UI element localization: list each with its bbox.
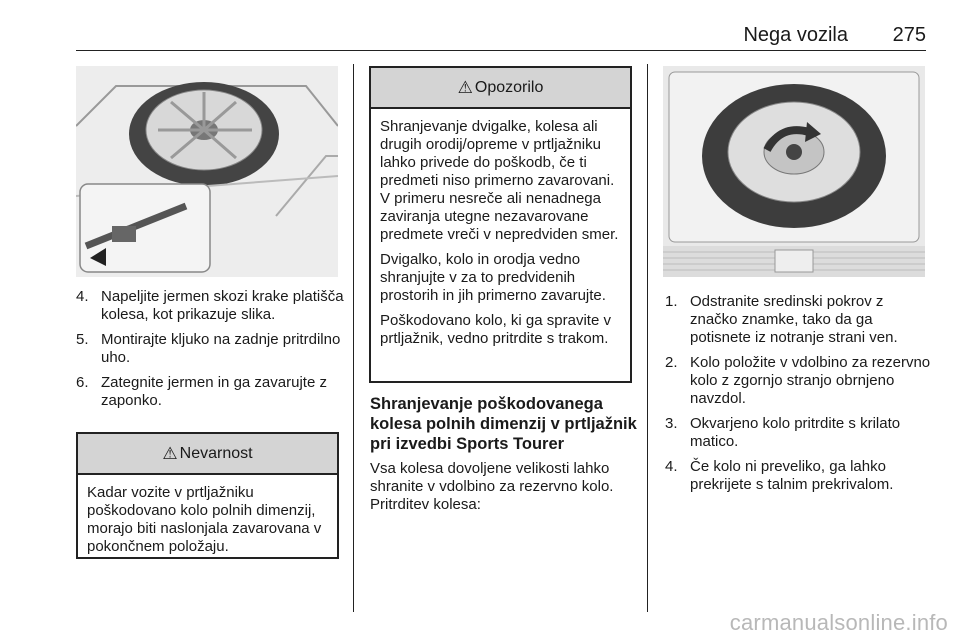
list-item: 4. Napeljite jermen skozi krake platišča kolesa, kot prikazuje slika. — [76, 288, 344, 323]
chapter-title: Nega vozila — [743, 24, 848, 46]
spare-wheel-well-illustration — [663, 66, 925, 277]
warning-box-header: ⚠ Opozorilo — [371, 68, 630, 109]
list-item: 5. Montirajte kljuko na zadnje pritrdilno uho. — [76, 331, 341, 366]
page-number: 275 — [892, 24, 926, 46]
warning-triangle-icon: ⚠ — [457, 77, 473, 97]
warning-triangle-icon: ⚠ — [162, 443, 178, 463]
section-paragraph: Vsa kolesa dovoljene velikosti lahko shranite v vdolbino za rezervno kolo. Pritrditev kolesa: — [370, 460, 614, 513]
watermark: carmanualsonline.info — [729, 610, 948, 635]
section-heading: Shranjevanje poškodovanega kolesa polnih dimenzij v prtljažnik pri izvedbi Sports Tourer — [370, 395, 637, 453]
steps-list-col1 — [76, 288, 346, 417]
danger-box — [76, 432, 339, 559]
danger-box-text: Kadar vozite v prtljažniku poškodovano kolo polnih dimenzij, morajo biti naslonjala zavarovana v pokončnem položaju. — [87, 484, 322, 555]
danger-box-header: ⚠ Nevarnost — [78, 434, 337, 475]
column-divider — [647, 64, 648, 612]
list-item: 4. Če kolo ni preveliko, ga lahko prekrijete s talnim prekrivalom. — [665, 458, 894, 493]
column-divider — [353, 64, 354, 612]
list-item: 3. Okvarjeno kolo pritrdite s krilato matico. — [665, 415, 901, 450]
warning-box-text: Shranjevanje dvigalke, kolesa ali drugih orodij/opreme v prtljažniku lahko privede do poškodb, če ti predmeti niso primerno zavarovani. V primeru nesreče ali nenadnega zaviranja utegne nezavarovane predmete vreči v nepredviden smer. Dvigalko, kolo in orodja vedno shranjujte v za to predvidenih prostorih in jih primerno zavarujte. Poškodovano kolo, ki ga spravite v prtljažnik, vedno pritrdite s trakom. — [380, 118, 619, 347]
list-item: 6. Zategnite jermen in ga zavarujte z zaponko. — [76, 374, 327, 409]
steps-list-col3 — [665, 293, 933, 501]
page-header — [76, 24, 926, 51]
list-item: 2. Kolo položite v vdolbino za rezervno kolo z zgornjo stranjo obrnjeno navzdol. — [665, 354, 931, 407]
list-item: 1. Odstranite sredinski pokrov z značko znamke, tako da ga potisnete iz notranje strani ven. — [665, 293, 898, 346]
warning-box — [369, 66, 632, 383]
trunk-wheel-strap-illustration — [76, 66, 338, 277]
